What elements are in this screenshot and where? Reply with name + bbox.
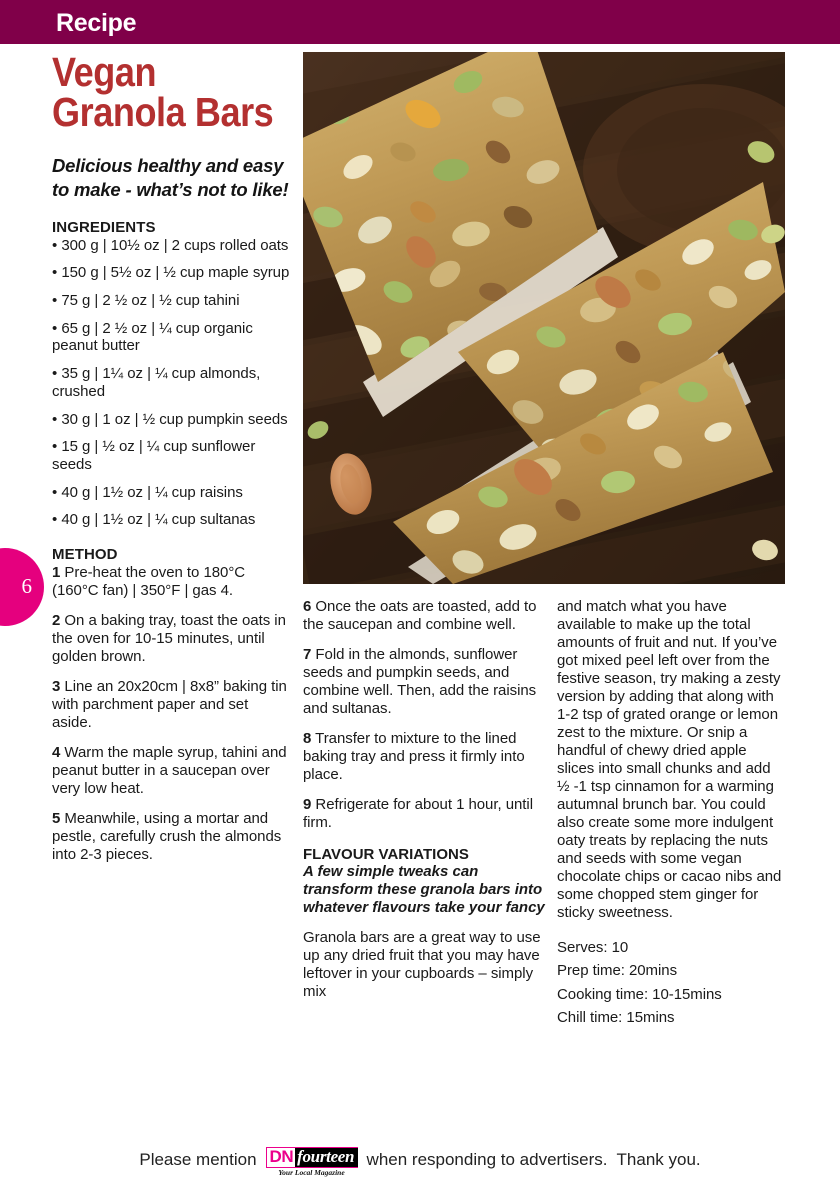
step-text: Once the oats are toasted, add to the saucepan and combine well. [303, 598, 537, 633]
ingredient-item: • 40 g | 1½ oz | ¼ cup sultanas [52, 511, 256, 529]
footer-text-after: when responding to advertisers. [366, 1150, 608, 1169]
method-step [52, 744, 290, 798]
logo-tagline: Your Local Magazine [278, 1168, 345, 1177]
method-step [303, 646, 545, 718]
ingredient-item: • 35 g | 1¼ oz | ¼ cup almonds, crushed [52, 365, 261, 400]
page-title-line-1: Vegan [52, 49, 157, 95]
flavour-variations-body-part-2: and match what you have available to make up the total amounts of fruit and nut. If you’ve got mixed peel left over from the festive season, try making a zesty version by adding that along with 1-2 tsp of grated orange or lemon zest to the mixture. Or snip a handful of chewy dried apple slices into small chunks and add ½ -1 tsp cinnamon for a warming autumnal brunch bar. You could also create some more indulgent oaty treats by replacing the nuts and seeds with some vegan chocolate chips or cacao nibs and some chopped stem ginger for sticky sweetness. [557, 598, 782, 921]
step-text: Transfer to mixture to the lined baking tray and press it firmly into place. [303, 730, 525, 783]
left-column [52, 49, 290, 876]
step-text: Meanwhile, using a mortar and pestle, carefully crush the almonds into 2-3 pieces. [52, 809, 282, 863]
page-number-bubble [0, 548, 44, 626]
flavour-variations-heading: FLAVOUR VARIATIONS [303, 846, 469, 863]
step-text: Pre-heat the oven to 180°C (160°C fan) | 350°F | gas 4. [52, 563, 246, 599]
ingredients-heading: INGREDIENTS [52, 218, 156, 236]
page-footer [0, 1145, 840, 1175]
footer-inner [139, 1145, 700, 1175]
step-number: 5 [52, 809, 61, 827]
page-title-line-2: Granola Bars [52, 89, 274, 136]
middle-column [303, 598, 545, 1001]
recipe-meta-list [557, 936, 785, 1029]
ingredient-item: • 150 g | 5½ oz | ½ cup maple syrup [52, 264, 290, 282]
method-step [52, 612, 290, 666]
recipe-photo [303, 52, 785, 584]
ingredient-item: • 15 g | ½ oz | ¼ cup sunflower seeds [52, 438, 256, 473]
page-header-bar [0, 0, 840, 44]
method-step [303, 598, 545, 634]
step-text: On a baking tray, toast the oats in the oven for 10-15 minutes, until golden brown. [52, 611, 286, 665]
method-step [52, 564, 290, 600]
step-number: 2 [52, 611, 61, 629]
step-number: 1 [52, 563, 61, 581]
footer-text-before: Please mention [139, 1150, 257, 1169]
step-number: 4 [52, 743, 61, 761]
step-number: 8 [303, 730, 312, 747]
method-step [52, 678, 290, 732]
strapline: Delicious healthy and easy to make - what’s not to like! [52, 155, 289, 201]
method-step [303, 796, 545, 832]
method-step [303, 730, 545, 784]
ingredient-item: • 65 g | 2 ½ oz | ¼ cup organic peanut butter [52, 319, 253, 355]
ingredient-item: • 300 g | 10½ oz | 2 cups rolled oats [52, 236, 289, 254]
step-text: Line an 20x20cm | 8x8” baking tin with parchment paper and set aside. [52, 677, 287, 731]
meta-chill-time: Chill time: 15mins [557, 1008, 675, 1026]
meta-cooking-time: Cooking time: 10-15mins [557, 985, 722, 1003]
method-step [52, 810, 290, 864]
flavour-variations-body-part-1: Granola bars are a great way to use up any dried fruit that you may have leftover in your cupboards – simply mix [303, 929, 541, 1000]
page-title [52, 49, 290, 136]
method-heading: METHOD [52, 545, 118, 563]
logo-dn-text: DN [267, 1148, 296, 1167]
step-text: Refrigerate for about 1 hour, until firm. [303, 796, 533, 831]
footer-thanks: Thank you. [616, 1150, 701, 1169]
flavour-variations-subhead: A few simple tweaks can transform these granola bars into whatever flavours take your fancy [303, 863, 545, 916]
meta-prep-time: Prep time: 20mins [557, 962, 678, 980]
section-label: Recipe [56, 9, 137, 37]
step-text: Fold in the almonds, sunflower seeds and pumpkin seeds, and combine well. Then, add the raisins and sultanas. [303, 646, 537, 717]
logo-wordmark [266, 1147, 358, 1168]
step-text: Warm the maple syrup, tahini and peanut butter in a saucepan over very low heat. [52, 743, 287, 797]
ingredient-item: • 75 g | 2 ½ oz | ½ cup tahini [52, 292, 240, 310]
page-number: 6 [21, 574, 32, 598]
logo-fourteen-text: fourteen [295, 1148, 358, 1167]
step-number: 9 [303, 796, 312, 813]
ingredient-item: • 30 g | 1 oz | ½ cup pumpkin seeds [52, 410, 288, 428]
ingredient-item: • 40 g | 1½ oz | ¼ cup raisins [52, 483, 243, 501]
granola-bars-photo-svg [303, 52, 785, 584]
step-number: 3 [52, 677, 61, 695]
meta-serves: Serves: 10 [557, 939, 629, 956]
right-column [557, 598, 785, 1029]
step-number: 7 [303, 646, 312, 663]
dnfourteen-logo [266, 1147, 358, 1177]
step-number: 6 [303, 598, 312, 615]
